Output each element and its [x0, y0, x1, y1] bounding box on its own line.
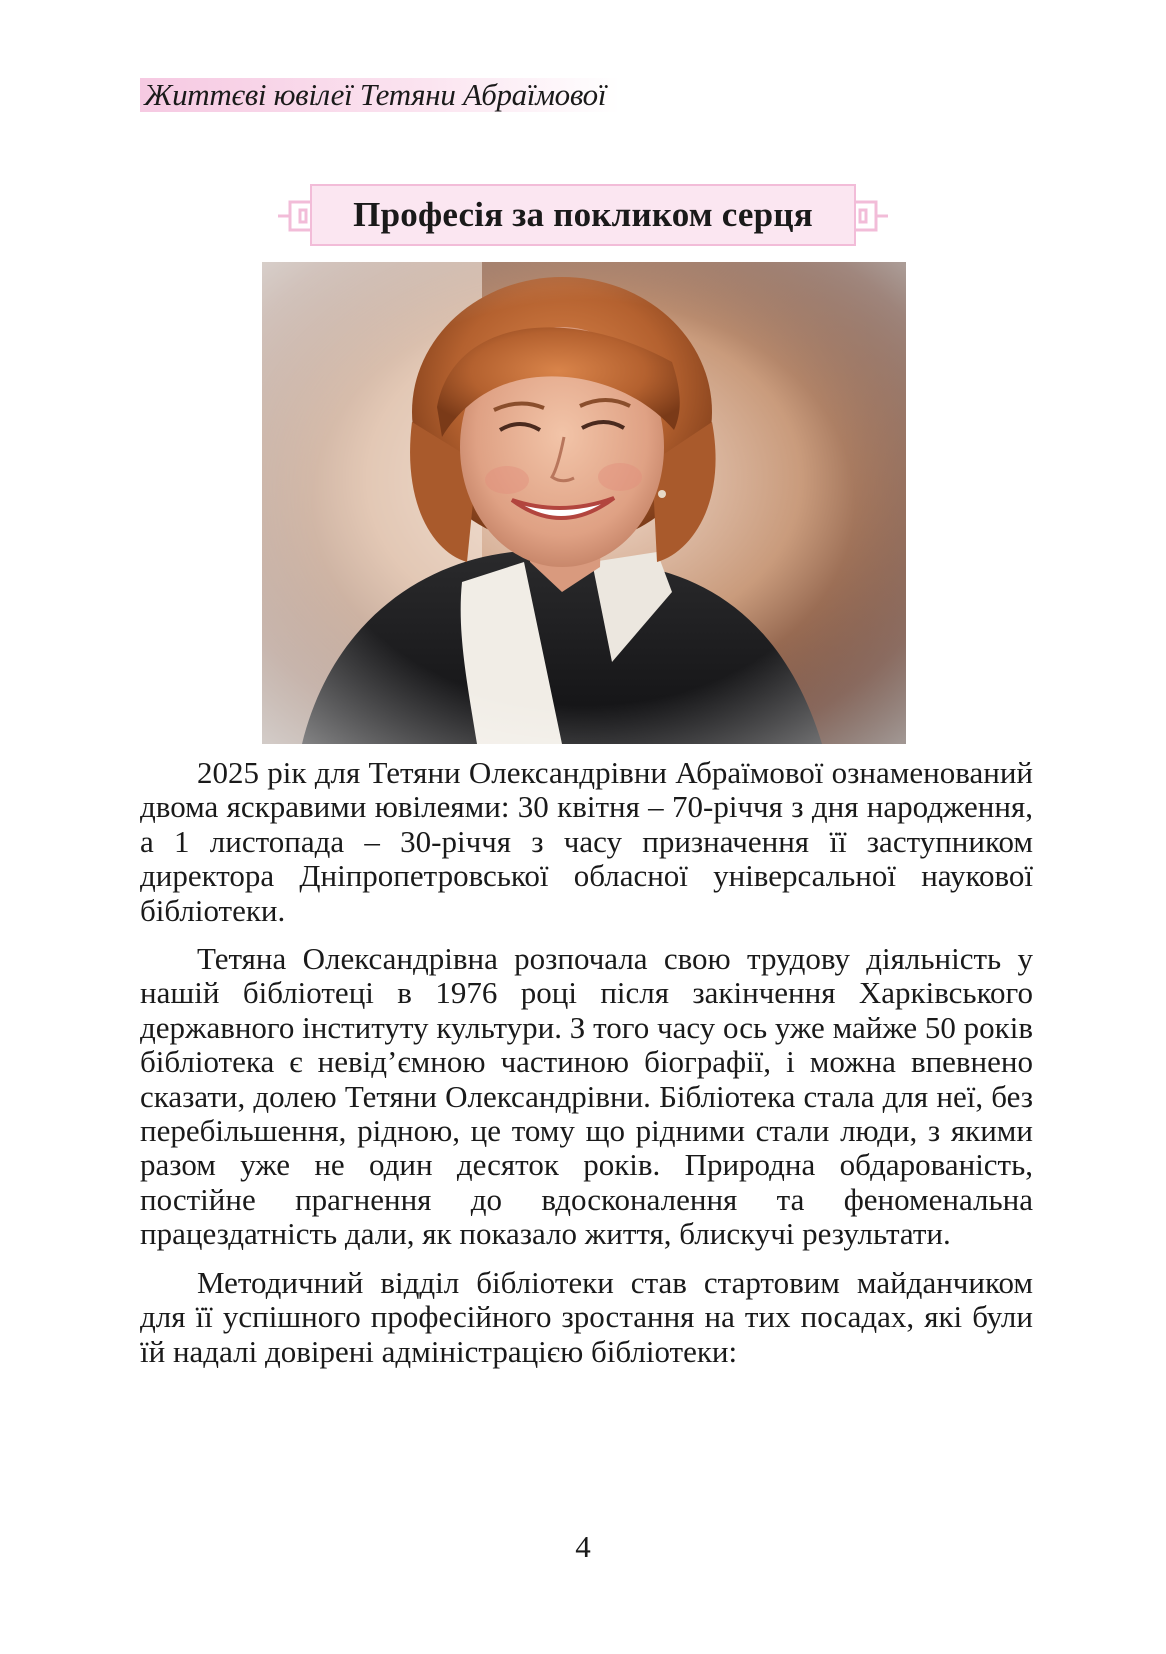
article-body: [140, 756, 1033, 1383]
page-number: 4: [575, 1529, 591, 1564]
title-box: [310, 184, 856, 246]
portrait-photo: [262, 262, 906, 744]
portrait-illustration: [262, 262, 906, 744]
paragraph: Методичний відділ бібліотеки став стартовим майданчиком для її успішного професійного зростання на тих посадах, які були їй надалі довірені адміністрацією бібліотеки:: [140, 1264, 1033, 1369]
article-title: Професія за покликом серця: [353, 195, 813, 234]
paragraph: 2025 рік для Тетяни Олександрівни Абраїмової ознаменований двома яскравими ювілеями: 30 квітня – 70-річчя з дня народження, а 1 листопада – 30-річчя з часу призначення її заступником директора Дніпропетровської обласної універсальної наукової бібліотеки.: [140, 755, 1033, 928]
running-title: Життєві ювілеї Тетяни Абраїмової: [140, 78, 620, 112]
paragraph: Тетяна Олександрівна розпочала свою трудову діяльність у нашій бібліотеці в 1976 році після закінчення Харківського державного інституту культури. З того часу ось уже майже 50 років бібліотека є невід’ємною частиною біографії, і можна впевнено сказати, долею Тетяни Олександрівни. Бібліотека стала для неї, без перебільшення, рідною, це тому що рідними стали люди, з якими разом уже не один десяток років. Природна обдарованість, постійне прагнення до вдосконалення та феноменальна працездатність дали, як показало життя, блискучі результати.: [140, 941, 1033, 1252]
article-title-banner: [278, 180, 888, 252]
